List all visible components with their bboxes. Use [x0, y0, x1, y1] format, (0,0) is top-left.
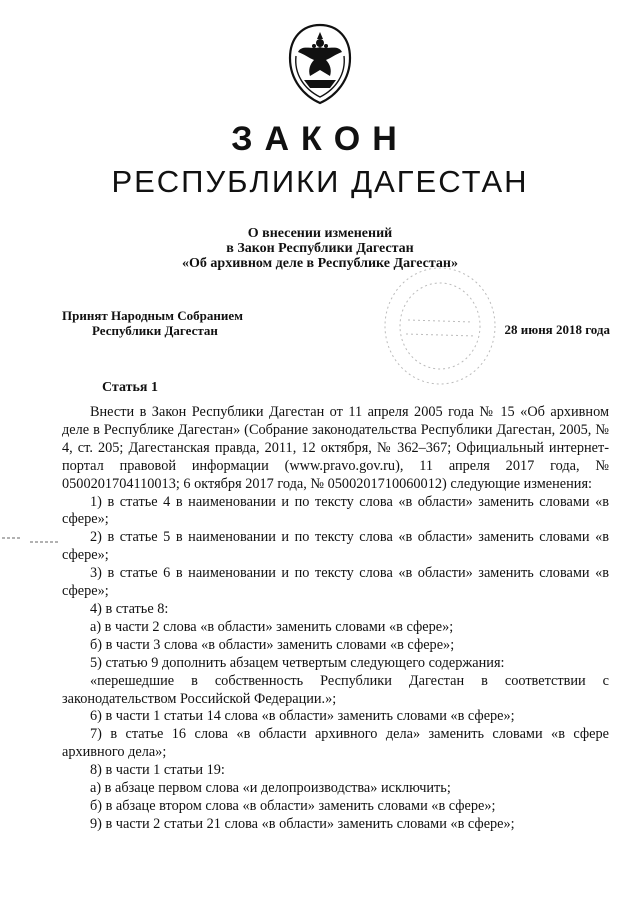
- list-item: 9) в части 2 статьи 21 слова «в области» заменить словами «в сфере»;: [90, 815, 515, 832]
- adoption-note: [62, 308, 243, 338]
- adoption-line: Республики Дагестан: [92, 323, 218, 338]
- law-subtitle: [0, 226, 640, 271]
- subtitle-line: «Об архивном деле в Республике Дагестан»: [182, 256, 458, 271]
- article-intro: Внести в Закон Республики Дагестан от 11 апреля 2005 года № 15 «Об архивном деле в Республике Дагестан» (Собрание законодательства Республики Дагестан, 2005, № 4, ст. 205; Дагестанская правда, 2011, 12 октября, № 362–367; Официальный интернет-портал правовой информации (www.pravo.gov.ru), 11 апреля 2017 года, № 0500201704110013; 6 октября 2017 года, № 0500201710060012) следующие изменения:: [62, 404, 609, 492]
- coat-of-arms-icon: [284, 22, 356, 106]
- adoption-line: Принят Народным Собранием: [62, 308, 244, 323]
- subtitle-line: О внесении изменений: [247, 226, 393, 241]
- article-heading: Статья 1: [102, 380, 158, 395]
- adoption-date: 28 июня 2018 года: [504, 322, 610, 337]
- list-item: б) в части 3 слова «в области» заменить словами «в сфере»;: [90, 636, 455, 653]
- list-item: 7) в статье 16 слова «в области архивного дела» заменить словами «в сфере архивного дела»;: [62, 726, 609, 761]
- page-title: ЗАКОН: [231, 120, 409, 158]
- page-title-region: РЕСПУБЛИКИ ДАГЕСТАН: [111, 164, 529, 199]
- list-item: 4) в статье 8:: [90, 600, 169, 617]
- list-item: 5) статью 9 дополнить абзацем четвертым следующего содержания:: [90, 654, 505, 671]
- list-item: а) в абзаце первом слова «и делопроизводства» исключить;: [90, 780, 451, 797]
- list-item: «перешедшие в собственность Республики Дагестан в соответствии с законодательством Российской Федерации.»;: [62, 672, 609, 707]
- subtitle-line: в Закон Республики Дагестан: [226, 241, 414, 256]
- list-item: 3) в статье 6 в наименовании и по тексту слова «в области» заменить словами «в сфере»;: [62, 565, 609, 600]
- list-item: 8) в части 1 статьи 19:: [90, 762, 225, 779]
- list-item: б) в абзаце втором слова «в области» заменить словами «в сфере»;: [90, 797, 496, 814]
- list-item: 1) в статье 4 в наименовании и по тексту слова «в области» заменить словами «в сфере»;: [62, 493, 609, 528]
- list-item: а) в части 2 слова «в области» заменить словами «в сфере»;: [90, 618, 454, 635]
- margin-mark-icon: [0, 534, 60, 546]
- faint-stamp-icon: [378, 262, 503, 390]
- list-item: 2) в статье 5 в наименовании и по тексту слова «в области» заменить словами «в сфере»;: [62, 529, 609, 564]
- list-item: 6) в части 1 статьи 14 слова «в области» заменить словами «в сфере»;: [90, 708, 515, 725]
- article-body: [62, 404, 609, 834]
